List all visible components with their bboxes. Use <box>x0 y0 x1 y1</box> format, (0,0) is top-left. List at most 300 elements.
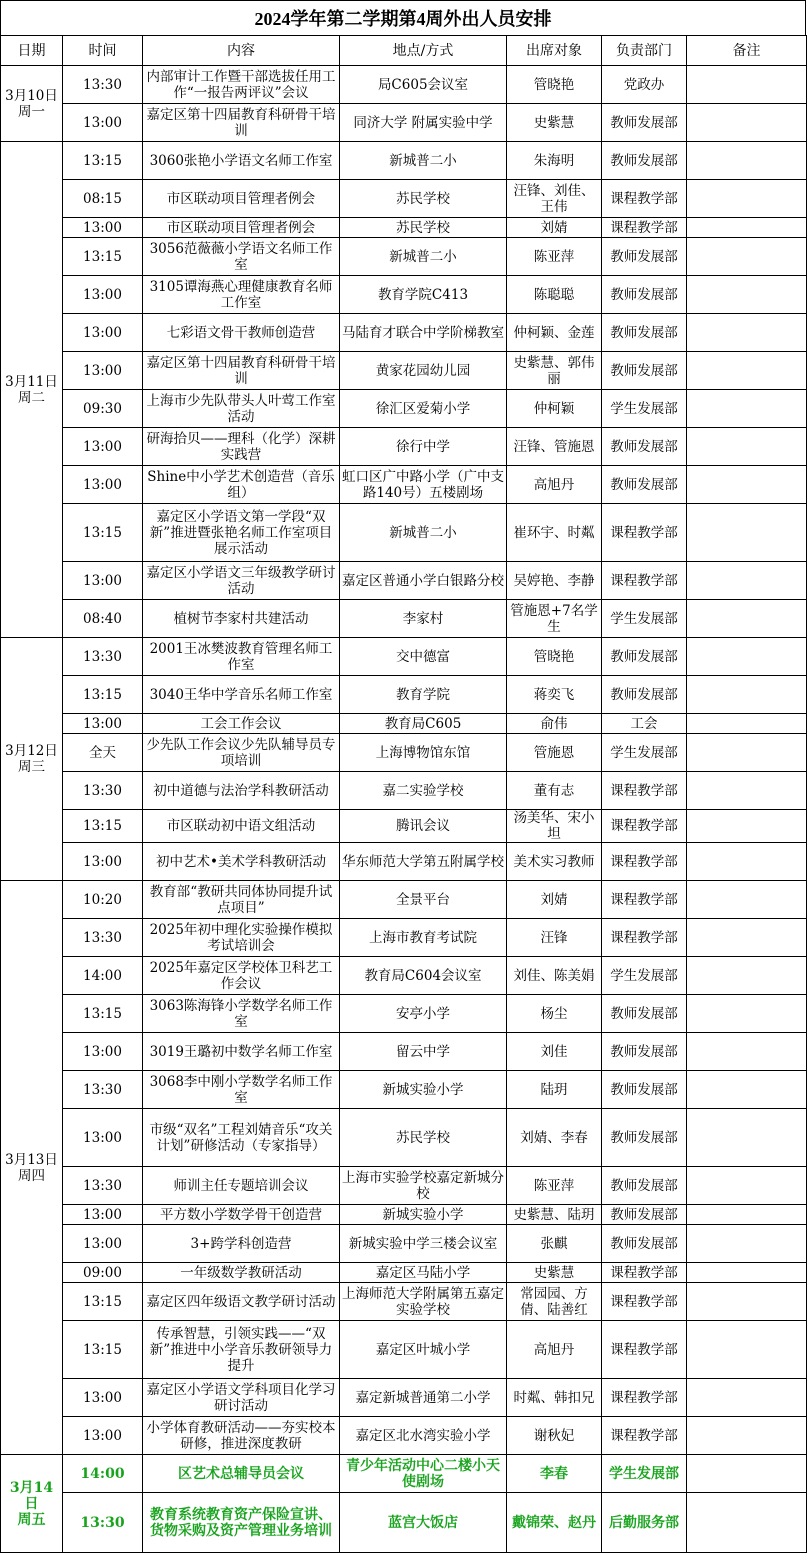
dept-cell: 工会 <box>602 714 687 734</box>
attendee-cell <box>507 1379 602 1417</box>
place-cell: 嘉定区叶城小学 <box>340 1321 507 1379</box>
dept-cell: 课程教学部 <box>602 881 687 919</box>
place-cell: 新城实验小学 <box>340 1205 507 1225</box>
content-cell: 区艺术总辅导员会议 <box>143 1455 340 1493</box>
attendee-cell <box>507 142 602 180</box>
time-cell: 13:00 <box>63 1225 143 1263</box>
dept-cell: 课程教学部 <box>602 810 687 843</box>
note-cell <box>687 466 807 504</box>
table-row <box>1 881 807 919</box>
content-cell: 传承智慧，引领实践——“双新”推进中小学音乐教研领导力提升 <box>143 1321 340 1379</box>
attendee-cell <box>507 504 602 562</box>
content-cell: 嘉定区四年级语文教学研讨活动 <box>143 1283 340 1321</box>
content-cell: 研海拾贝——理科（化学）深耕实践营 <box>143 428 340 466</box>
content-cell: 植树节李家村共建活动 <box>143 600 340 638</box>
sheet-title: 2024学年第二学期第4周外出人员安排 <box>0 0 806 35</box>
note-cell <box>687 1417 807 1455</box>
place-cell: 教育局C605 <box>340 714 507 734</box>
place-cell: 留云中学 <box>340 1033 507 1071</box>
attendee-cell <box>507 714 602 734</box>
attendee-text: 刘婧、李春 <box>520 1129 588 1146</box>
table-row <box>1 562 807 600</box>
note-cell <box>687 810 807 843</box>
header-attendee: 出席对象 <box>507 36 602 66</box>
attendee-text: 史紫慧 <box>533 114 575 131</box>
note-cell <box>687 734 807 772</box>
time-cell: 08:40 <box>63 600 143 638</box>
place-cell: 腾讯会议 <box>340 810 507 843</box>
time-cell: 13:00 <box>63 1205 143 1225</box>
content-cell: 市区联动项目管理者例会 <box>143 218 340 238</box>
note-cell <box>687 180 807 218</box>
content-cell: 工会工作会议 <box>143 714 340 734</box>
note-cell <box>687 314 807 352</box>
table-row <box>1 276 807 314</box>
table-row <box>1 772 807 810</box>
attendee-cell <box>507 1109 602 1167</box>
content-cell: 3019王璐初中数学名师工作室 <box>143 1033 340 1071</box>
dept-cell: 课程教学部 <box>602 180 687 218</box>
day-weekday: 周三 <box>18 759 45 775</box>
table-row <box>1 390 807 428</box>
header-date: 日期 <box>1 36 63 66</box>
table-row <box>1 66 807 104</box>
date-cell <box>1 881 63 1455</box>
dept-cell: 学生发展部 <box>602 957 687 995</box>
dept-cell: 党政办 <box>602 66 687 104</box>
time-cell: 13:15 <box>63 810 143 843</box>
table-row <box>1 995 807 1033</box>
attendee-text: 高旭丹 <box>533 476 575 493</box>
dept-cell: 学生发展部 <box>602 1455 687 1493</box>
content-cell: 嘉定区小学语文学科项目化学习研讨活动 <box>143 1379 340 1417</box>
time-cell: 13:15 <box>63 995 143 1033</box>
attendee-cell <box>507 180 602 218</box>
place-cell: 嘉定区北水湾实验小学 <box>340 1417 507 1455</box>
table-row <box>1 1379 807 1417</box>
table-row <box>1 1225 807 1263</box>
content-cell: 3063陈海锋小学数学名师工作室 <box>143 995 340 1033</box>
dept-cell: 课程教学部 <box>602 843 687 881</box>
time-cell: 13:00 <box>63 218 143 238</box>
attendee-text: 陈聪聪 <box>533 286 575 303</box>
attendee-cell <box>507 843 602 881</box>
attendee-text: 时粼、韩扣兄 <box>513 1389 595 1406</box>
time-cell: 10:20 <box>63 881 143 919</box>
table-row <box>1 1263 807 1283</box>
dept-cell: 学生发展部 <box>602 600 687 638</box>
table-row <box>1 1167 807 1205</box>
place-cell: 嘉定新城普通第二小学 <box>340 1379 507 1417</box>
table-row <box>1 504 807 562</box>
attendee-cell <box>507 957 602 995</box>
attendee-cell <box>507 734 602 772</box>
note-cell <box>687 714 807 734</box>
header-place: 地点/方式 <box>340 36 507 66</box>
dept-cell: 教师发展部 <box>602 276 687 314</box>
table-row <box>1 428 807 466</box>
day-date: 3月13日 <box>5 1151 58 1168</box>
table-row <box>1 1455 807 1493</box>
dept-cell: 教师发展部 <box>602 1033 687 1071</box>
place-cell: 华东师范大学第五附属学校 <box>340 843 507 881</box>
content-cell: 市区联动项目管理者例会 <box>143 180 340 218</box>
time-cell: 全天 <box>63 734 143 772</box>
content-cell: 3040王华中学音乐名师工作室 <box>143 676 340 714</box>
time-cell: 13:30 <box>63 1167 143 1205</box>
time-cell: 13:30 <box>63 1493 143 1553</box>
table-row <box>1 104 807 142</box>
time-cell: 13:00 <box>63 314 143 352</box>
time-cell: 13:00 <box>63 1033 143 1071</box>
dept-cell: 教师发展部 <box>602 638 687 676</box>
header-time: 时间 <box>63 36 143 66</box>
content-cell: 师训主任专题培训会议 <box>143 1167 340 1205</box>
content-cell: 3+跨学科创造营 <box>143 1225 340 1263</box>
time-cell: 13:00 <box>63 352 143 390</box>
place-cell: 上海师范大学附属第五嘉定实验学校 <box>340 1283 507 1321</box>
attendee-cell <box>507 218 602 238</box>
header-content: 内容 <box>143 36 340 66</box>
attendee-cell <box>507 1167 602 1205</box>
place-cell: 苏民学校 <box>340 180 507 218</box>
dept-cell: 教师发展部 <box>602 1109 687 1167</box>
attendee-text: 管晓艳 <box>533 648 575 665</box>
attendee-text: 张麒 <box>540 1235 568 1252</box>
note-cell <box>687 881 807 919</box>
note-cell <box>687 1455 807 1493</box>
time-cell: 13:00 <box>63 714 143 734</box>
time-cell: 09:30 <box>63 390 143 428</box>
attendee-text: 汤美华、宋小坦 <box>513 810 595 842</box>
table-row <box>1 843 807 881</box>
dept-cell: 教师发展部 <box>602 1225 687 1263</box>
attendee-cell <box>507 104 602 142</box>
dept-cell: 课程教学部 <box>602 772 687 810</box>
time-cell: 13:15 <box>63 1321 143 1379</box>
header-dept: 负责部门 <box>602 36 687 66</box>
attendee-text: 谢秋妃 <box>533 1427 575 1444</box>
note-cell <box>687 1167 807 1205</box>
attendee-text: 管施恩 <box>533 744 575 761</box>
attendee-text: 史紫慧 <box>533 1264 575 1281</box>
time-cell: 14:00 <box>63 1455 143 1493</box>
time-cell: 13:15 <box>63 142 143 180</box>
note-cell <box>687 562 807 600</box>
place-cell: 新城普二小 <box>340 504 507 562</box>
attendee-text: 汪锋、管施恩 <box>513 438 595 455</box>
content-cell: 2025年初中理化实验操作模拟考试培训会 <box>143 919 340 957</box>
table-row <box>1 1071 807 1109</box>
attendee-cell <box>507 1263 602 1283</box>
attendee-cell <box>507 1033 602 1071</box>
table-row <box>1 1109 807 1167</box>
table-row <box>1 638 807 676</box>
table-row <box>1 142 807 180</box>
note-cell <box>687 352 807 390</box>
time-cell: 13:00 <box>63 843 143 881</box>
place-cell: 徐行中学 <box>340 428 507 466</box>
attendee-cell <box>507 1321 602 1379</box>
content-cell: 嘉定区小学语文第一学段“双新”推进暨张艳名师工作室项目展示活动 <box>143 504 340 562</box>
attendee-text: 汪锋、刘佳、王伟 <box>513 182 595 215</box>
place-cell: 局C605会议室 <box>340 66 507 104</box>
attendee-text: 仲柯颖 <box>533 400 575 417</box>
table-row <box>1 1205 807 1225</box>
dept-cell: 教师发展部 <box>602 314 687 352</box>
time-cell: 13:30 <box>63 1071 143 1109</box>
dept-cell: 课程教学部 <box>602 504 687 562</box>
dept-cell: 教师发展部 <box>602 238 687 276</box>
attendee-text: 史紫慧、陆玥 <box>513 1206 595 1223</box>
content-cell: 七彩语文骨干教师创造营 <box>143 314 340 352</box>
place-cell: 上海博物馆东馆 <box>340 734 507 772</box>
attendee-text: 刘婧 <box>540 891 568 908</box>
time-cell: 13:00 <box>63 104 143 142</box>
table-row <box>1 1321 807 1379</box>
place-cell: 上海市实验学校嘉定新城分校 <box>340 1167 507 1205</box>
note-cell <box>687 142 807 180</box>
note-cell <box>687 1071 807 1109</box>
date-cell <box>1 1455 63 1553</box>
attendee-text: 李春 <box>540 1465 568 1482</box>
dept-cell: 教师发展部 <box>602 995 687 1033</box>
note-cell <box>687 919 807 957</box>
time-cell: 13:00 <box>63 1109 143 1167</box>
attendee-cell <box>507 995 602 1033</box>
content-cell: 内部审计工作暨干部选拔任用工作“一报告两评议”会议 <box>143 66 340 104</box>
table-row <box>1 352 807 390</box>
dept-cell: 教师发展部 <box>602 676 687 714</box>
table-row <box>1 714 807 734</box>
place-cell: 嘉二实验学校 <box>340 772 507 810</box>
content-cell: 嘉定区小学语文三年级教学研讨活动 <box>143 562 340 600</box>
attendee-cell <box>507 466 602 504</box>
attendee-cell <box>507 600 602 638</box>
time-cell: 09:00 <box>63 1263 143 1283</box>
table-row <box>1 734 807 772</box>
content-cell: 市区联动初中语文组活动 <box>143 810 340 843</box>
table-row <box>1 1033 807 1071</box>
attendee-cell <box>507 1283 602 1321</box>
dept-cell: 学生发展部 <box>602 390 687 428</box>
place-cell: 同济大学 附属实验中学 <box>340 104 507 142</box>
note-cell <box>687 238 807 276</box>
date-cell <box>1 66 63 142</box>
content-cell: 2001王冰樊波教育管理名师工作室 <box>143 638 340 676</box>
date-cell <box>1 142 63 638</box>
content-cell: 3060张艳小学语文名师工作室 <box>143 142 340 180</box>
attendee-cell <box>507 428 602 466</box>
attendee-text: 管晓艳 <box>533 76 575 93</box>
attendee-text: 吴婷艳、李静 <box>513 572 595 589</box>
attendee-cell <box>507 390 602 428</box>
attendee-text: 蒋奕飞 <box>533 686 575 703</box>
day-date: 3月12日 <box>5 743 58 759</box>
place-cell: 马陆育才联合中学阶梯教室 <box>340 314 507 352</box>
place-cell: 新城实验中学三楼会议室 <box>340 1225 507 1263</box>
place-cell: 嘉定区普通小学白银路分校 <box>340 562 507 600</box>
attendee-cell <box>507 1205 602 1225</box>
dept-cell: 课程教学部 <box>602 1417 687 1455</box>
day-date: 3月10日 <box>5 87 58 104</box>
attendee-cell <box>507 772 602 810</box>
table-row <box>1 238 807 276</box>
attendee-cell <box>507 1071 602 1109</box>
table-row <box>1 676 807 714</box>
time-cell: 13:00 <box>63 276 143 314</box>
dept-cell: 教师发展部 <box>602 104 687 142</box>
date-cell <box>1 638 63 881</box>
header-note: 备注 <box>687 36 807 66</box>
place-cell: 教育学院 <box>340 676 507 714</box>
attendee-cell <box>507 314 602 352</box>
attendee-cell <box>507 276 602 314</box>
table-row <box>1 1283 807 1321</box>
place-cell: 黄家花园幼儿园 <box>340 352 507 390</box>
note-cell <box>687 428 807 466</box>
note-cell <box>687 1379 807 1417</box>
attendee-text: 刘佳、陈美娟 <box>513 967 595 984</box>
attendee-cell <box>507 881 602 919</box>
day-weekday: 周四 <box>18 1167 45 1184</box>
place-cell: 青少年活动中心二楼小天使剧场 <box>340 1455 507 1493</box>
place-cell: 虹口区广中路小学（广中支路140号）五楼剧场 <box>340 466 507 504</box>
attendee-text: 陆玥 <box>540 1081 568 1098</box>
attendee-cell <box>507 676 602 714</box>
content-cell: 2025年嘉定区学校体卫科艺工作会议 <box>143 957 340 995</box>
time-cell: 13:00 <box>63 1379 143 1417</box>
note-cell <box>687 638 807 676</box>
attendee-text: 仲柯颖、金莲 <box>513 324 595 341</box>
attendee-cell <box>507 1225 602 1263</box>
dept-cell: 教师发展部 <box>602 1071 687 1109</box>
dept-cell: 课程教学部 <box>602 1263 687 1283</box>
note-cell <box>687 1283 807 1321</box>
time-cell: 13:15 <box>63 676 143 714</box>
time-cell: 13:30 <box>63 638 143 676</box>
note-cell <box>687 218 807 238</box>
attendee-cell <box>507 352 602 390</box>
table-row <box>1 919 807 957</box>
note-cell <box>687 104 807 142</box>
content-cell: 初中艺术•美术学科教研活动 <box>143 843 340 881</box>
table-row <box>1 466 807 504</box>
attendee-text: 刘佳 <box>540 1043 568 1060</box>
table-row <box>1 1417 807 1455</box>
place-cell: 徐汇区爱菊小学 <box>340 390 507 428</box>
time-cell: 13:15 <box>63 504 143 562</box>
attendee-cell <box>507 919 602 957</box>
day-weekday: 周一 <box>18 103 45 120</box>
place-cell: 苏民学校 <box>340 1109 507 1167</box>
note-cell <box>687 1321 807 1379</box>
place-cell: 蓝宫大饭店 <box>340 1493 507 1553</box>
note-cell <box>687 390 807 428</box>
dept-cell: 教师发展部 <box>602 352 687 390</box>
place-cell: 安亭小学 <box>340 995 507 1033</box>
place-cell: 教育学院C413 <box>340 276 507 314</box>
attendee-text: 俞伟 <box>540 715 568 732</box>
attendee-text: 美术实习教师 <box>513 853 595 870</box>
note-cell <box>687 772 807 810</box>
content-cell: 上海市少先队带头人叶莺工作室活动 <box>143 390 340 428</box>
place-cell: 嘉定区马陆小学 <box>340 1263 507 1283</box>
place-cell: 交中德富 <box>340 638 507 676</box>
note-cell <box>687 1225 807 1263</box>
attendee-text: 高旭丹 <box>533 1341 575 1358</box>
note-cell <box>687 600 807 638</box>
time-cell: 13:30 <box>63 772 143 810</box>
note-cell <box>687 1263 807 1283</box>
attendee-text: 董有志 <box>533 782 575 799</box>
place-cell: 教育局C604会议室 <box>340 957 507 995</box>
table-row <box>1 957 807 995</box>
note-cell <box>687 1033 807 1071</box>
content-cell: 3056范薇薇小学语文名师工作室 <box>143 238 340 276</box>
note-cell <box>687 676 807 714</box>
dept-cell: 教师发展部 <box>602 428 687 466</box>
attendee-text: 陈亚萍 <box>533 1177 575 1194</box>
content-cell: 初中道德与法治学科教研活动 <box>143 772 340 810</box>
attendee-text: 管施恩+7名学生 <box>510 602 598 635</box>
attendee-cell <box>507 562 602 600</box>
dept-cell: 课程教学部 <box>602 218 687 238</box>
table-row <box>1 810 807 843</box>
attendee-text: 常园园、方倩、陆善红 <box>520 1285 588 1318</box>
dept-cell: 教师发展部 <box>602 142 687 180</box>
content-cell: 市级“双名”工程刘婧音乐“攻关计划”研修活动（专家指导） <box>143 1109 340 1167</box>
content-cell: 少先队工作会议少先队辅导员专项培训 <box>143 734 340 772</box>
day-date: 3月14日 <box>9 1479 54 1512</box>
place-cell: 全景平台 <box>340 881 507 919</box>
dept-cell: 课程教学部 <box>602 1283 687 1321</box>
content-cell: 平方数小学数学骨干创造营 <box>143 1205 340 1225</box>
place-cell: 苏民学校 <box>340 218 507 238</box>
attendee-cell <box>507 1417 602 1455</box>
attendee-text: 史紫慧、郭伟丽 <box>513 354 595 387</box>
time-cell: 13:30 <box>63 919 143 957</box>
attendee-text: 刘婧 <box>540 219 568 236</box>
header-row <box>1 36 807 66</box>
attendee-text: 杨尘 <box>540 1005 568 1022</box>
time-cell: 13:00 <box>63 562 143 600</box>
place-cell: 李家村 <box>340 600 507 638</box>
place-cell: 新城普二小 <box>340 142 507 180</box>
note-cell <box>687 66 807 104</box>
dept-cell: 后勤服务部 <box>602 1493 687 1553</box>
attendee-text: 崔环宇、时粼 <box>513 524 595 541</box>
time-cell: 13:30 <box>63 66 143 104</box>
note-cell <box>687 504 807 562</box>
content-cell: 嘉定区第十四届教育科研骨干培训 <box>143 352 340 390</box>
note-cell <box>687 995 807 1033</box>
note-cell <box>687 276 807 314</box>
content-cell: 3105谭海燕心理健康教育名师工作室 <box>143 276 340 314</box>
content-cell: Shine中小学艺术创造营（音乐组） <box>143 466 340 504</box>
table-row <box>1 180 807 218</box>
day-date: 3月11日 <box>5 373 58 390</box>
attendee-cell <box>507 238 602 276</box>
dept-cell: 课程教学部 <box>602 1321 687 1379</box>
attendee-text: 陈亚萍 <box>533 248 575 265</box>
day-weekday: 周二 <box>18 389 45 406</box>
attendee-cell <box>507 66 602 104</box>
place-cell: 新城实验小学 <box>340 1071 507 1109</box>
time-cell: 13:00 <box>63 1417 143 1455</box>
place-cell: 新城普二小 <box>340 238 507 276</box>
content-cell: 教育系统教育资产保险宣讲、货物采购及资产管理业务培训 <box>143 1493 340 1553</box>
